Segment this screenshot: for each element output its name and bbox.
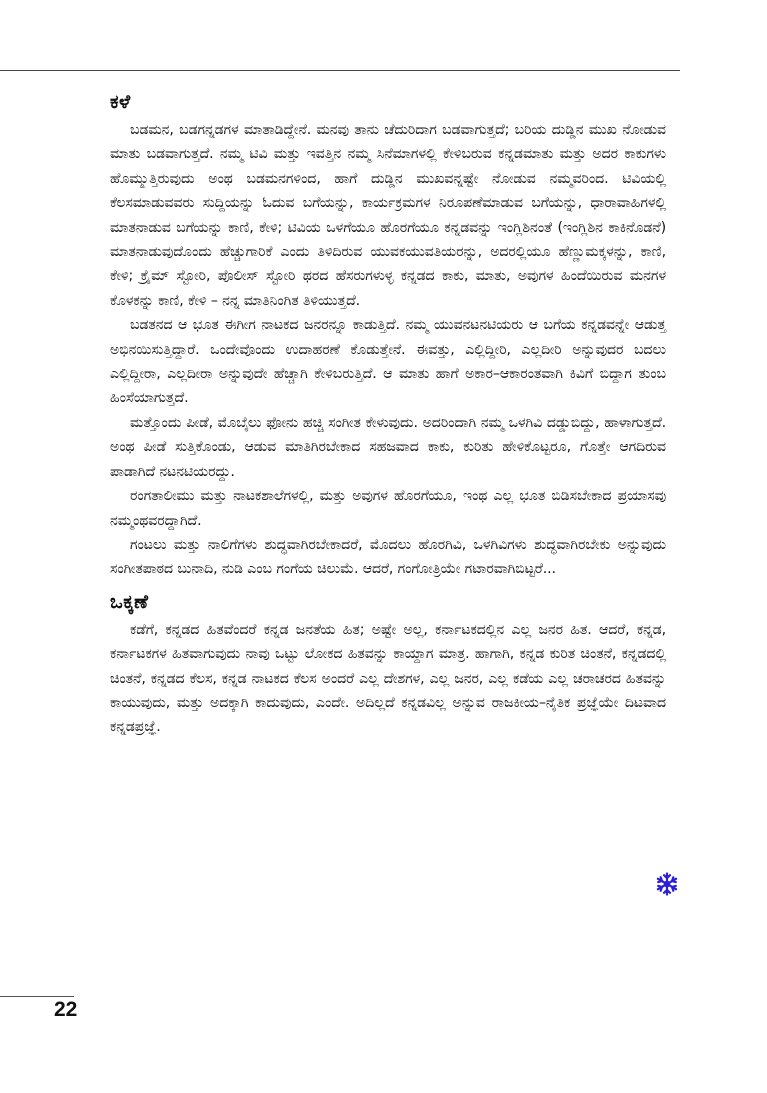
paragraph: ಬಡತನದ ಆ ಭೂತ ಈಗೀಗ ನಾಟಕದ ಜನರನ್ನೂ ಕಾಡುತ್ತಿದೆ. ನಮ್ಮ ಯುವನಟನಟಿಯರು ಆ ಬಗೆಯ ಕನ್ನಡವನ್ನೇ ಆಡುತ್ತ ಅಭಿನಯಿಸುತ್ತಿದ್ದಾರೆ. ಒಂದೇವೊಂದು ಉದಾಹರಣೆ ಕೊಡುತ್ತೇನೆ. ಈವತ್ತು, ಎಲ್ಲಿದ್ದೀರಿ, ಎಲ್ಲದೀರಿ ಅನ್ನುವುದರ ಬದಲು ಎಲ್ಲಿದ್ದೀರಾ, ಎಲ್ಲದೀರಾ ಅನ್ನುವುದೇ ಹೆಚ್ಚಾಗಿ ಕೇಳಿಬರುತ್ತಿದೆ. ಆ ಮಾತು ಹಾಗೆ ಅಕಾರ–ಆಕಾರಂತವಾಗಿ ಕಿವಿಗೆ ಬಿದ್ದಾಗ ತುಂಬ ಹಿಂಸೆಯಾಗುತ್ತದೆ. <box>110 317 666 407</box>
section-heading-kale: ಕಳೆ <box>110 91 131 113</box>
page-body <box>110 88 666 740</box>
paragraph: ರಂಗತಾಲೀಮು ಮತ್ತು ನಾಟಕಶಾಲೆಗಳಲ್ಲಿ, ಮತ್ತು ಅವುಗಳ ಹೊರಗೆಯೂ, ಇಂಥ ಎಲ್ಲ ಭೂತ ಬಿಡಿಸಬೇಕಾದ ಪ್ರಯಾಸವು ನಮ್ಮಂಥವರದ್ದಾಗಿದೆ. <box>110 488 666 529</box>
paragraph: ಗಂಟಲು ಮತ್ತು ನಾಲಿಗೆಗಳು ಶುದ್ಧವಾಗಿರಬೇಕಾದರೆ, ಮೊದಲು ಹೊರಗಿವಿ, ಒಳಗಿವಿಗಳು ಶುದ್ಧವಾಗಿರಬೇಕು ಅನ್ನುವುದು ಸಂಗೀತಪಾಠದ ಬುನಾದಿ, ನುಡಿ ಎಂಬ ಗಂಗೆಯ ಚಿಲುಮೆ. ಆದರೆ, ಗಂಗೋತ್ರಿಯೇ ಗಟಾರವಾಗಿಬಿಟ್ಟರೆ... <box>110 536 666 578</box>
snowflake-icon <box>655 872 679 896</box>
paragraph: ಕಡೆಗೆ, ಕನ್ನಡದ ಹಿತವೆಂದರೆ ಕನ್ನಡ ಜನತೆಯ ಹಿತ; ಅಷ್ಟೇ ಅಲ್ಲ, ಕರ್ನಾಟಕದಲ್ಲಿನ ಎಲ್ಲ ಜನರ ಹಿತ. ಆದರೆ, ಕನ್ನಡ, ಕರ್ನಾಟಕಗಳ ಹಿತವಾಗುವುದು ನಾವು ಒಟ್ಟು ಲೋಕದ ಹಿತವನ್ನು ಕಾಯ್ದಾಗ ಮಾತ್ರ. ಹಾಗಾಗಿ, ಕನ್ನಡ ಕುರಿತ ಚಿಂತನೆ, ಕನ್ನಡದಲ್ಲಿ ಚಿಂತನೆ, ಕನ್ನಡದ ಕೆಲಸ, ಕನ್ನಡ ನಾಟಕದ ಕೆಲಸ ಅಂದರೆ ಎಲ್ಲ ದೇಶಗಳ, ಎಲ್ಲ ಜನರ, ಎಲ್ಲ ಕಡೆಯ ಎಲ್ಲ ಚರಾಚರದ ಹಿತವನ್ನು ಕಾಯುವುದು, ಮತ್ತು ಅದಕ್ಕಾಗಿ ಕಾದುವುದು, ಎಂದೇ. ಅದಿಲ್ಲದೆ ಕನ್ನಡವಿಲ್ಲ ಅನ್ನುವ ರಾಜಕೀಯ–ನೈತಿಕ ಪ್ರಜ್ಞೆಯೇ ದಿಟವಾದ ಕನ್ನಡಪ್ರಜ್ಞೆ. <box>110 621 666 736</box>
paragraph: ಮತ್ತೊಂದು ಪೀಡೆ, ಮೊಬೈಲು ಫೋನು ಹಚ್ಚಿ ಸಂಗೀತ ಕೇಳುವುದು. ಅದರಿಂದಾಗಿ ನಮ್ಮ ಒಳಗಿವಿ ದಡ್ಡುಬಿದ್ದು, ಹಾಳಾಗುತ್ತದೆ. ಅಂಥ ಪೀಡೆ ಸುತ್ತಿಕೊಂಡು, ಆಡುವ ಮಾತಿಗಿರಬೇಕಾದ ಸಹಜವಾದ ಕಾಕು, ಕುರಿತು ಹೇಳಿಕೊಟ್ಟರೂ, ಗೊತ್ತೇ ಆಗದಿರುವ ಪಾಡಾಗಿದೆ ನಟನಟಿಯರದ್ದು. <box>110 414 666 480</box>
page-number: 22 <box>54 998 78 1021</box>
header-rule <box>0 70 680 71</box>
paragraph: ಬಡಮನ, ಬಡಗನ್ನಡಗಳ ಮಾತಾಡಿದ್ದೇನೆ. ಮನವು ತಾನು ಚೆದುರಿದಾಗ ಬಡವಾಗುತ್ತದೆ; ಬರಿಯ ದುಡ್ಡಿನ ಮುಖ ನೋಡುವ ಮಾತು ಬಡವಾಗುತ್ತದೆ. ನಮ್ಮ ಟಿವಿ ಮತ್ತು ಇವತ್ತಿನ ನಮ್ಮ ಸಿನೆಮಾಗಳಲ್ಲಿ ಕೇಳಿಬರುವ ಕನ್ನಡಮಾತು ಮತ್ತು ಅದರ ಕಾಕುಗಳು ಹೊಮ್ಮುತ್ತಿರುವುದು ಅಂಥ ಬಡಮನಗಳಿಂದ, ಹಾಗೆ ದುಡ್ಡಿನ ಮುಖವನ್ನಷ್ಟೇ ನೋಡುವ ನಮ್ಮವರಿಂದ. ಟಿವಿಯಲ್ಲಿ ಕೆಲಸಮಾಡುವವರು ಸುದ್ದಿಯನ್ನು ಓದುವ ಬಗೆಯನ್ನು, ಕಾರ್ಯಕ್ರಮಗಳ ನಿರೂಪಣೆಮಾಡುವ ಬಗೆಯನ್ನು, ಧಾರಾವಾಹಿಗಳಲ್ಲಿ ಮಾತನಾಡುವ ಬಗೆಯನ್ನು ಕಾಣಿ, ಕೇಳಿ; ಟಿವಿಯ ಒಳಗೆಯೂ ಹೊರಗೆಯೂ ಕನ್ನಡವನ್ನು ಇಂಗ್ಲಿಶಿನಂತೆ (ಇಂಗ್ಲಿಶಿನ ಕಾಕಿನೊಡನೆ) ಮಾತನಾಡುವುದೊಂದು ಹೆಚ್ಚುಗಾರಿಕೆ ಎಂದು ತಿಳಿದಿರುವ ಯುವಕಯುವತಿಯರನ್ನು, ಅದರಲ್ಲಿಯೂ ಹೆಣ್ಣುಮಕ್ಕಳನ್ನು, ಕಾಣಿ, ಕೇಳಿ; ಕ್ರೈಮ್ ಸ್ಟೋರಿ, ಪೊಲೀಸ್ ಸ್ಟೋರಿ ಥರದ ಹೆಸರುಗಳುಳ್ಳ ಕನ್ನಡದ ಕಾಕು, ಮಾತು, ಅವುಗಳ ಹಿಂದೆಯಿರುವ ಮನಗಳ ಕೊಳಕನ್ನು ಕಾಣಿ, ಕೇಳಿ – ನನ್ನ ಮಾತಿನಿಂಗಿತ ತಿಳಿಯುತ್ತದೆ. <box>110 122 666 309</box>
section-heading-okkane: ಒಕ್ಕಣೆ <box>110 590 149 613</box>
